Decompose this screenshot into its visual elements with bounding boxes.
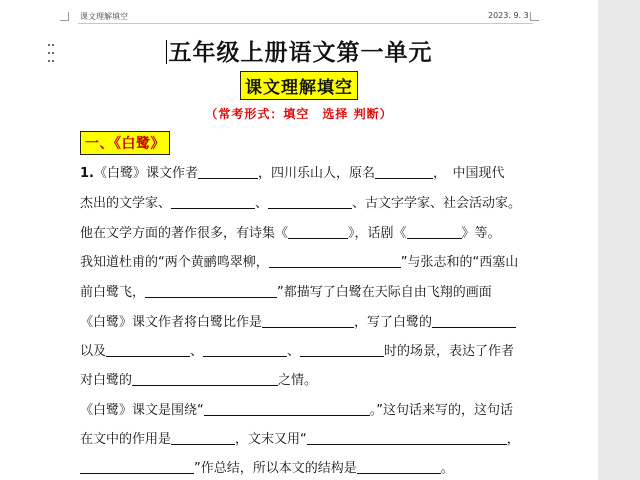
text-segment: 、 bbox=[190, 344, 204, 359]
text-line bbox=[80, 281, 492, 300]
text-segment: ”都描写了白鹭在天际自由飞翔的画面 bbox=[277, 285, 492, 300]
question-number: 1. bbox=[80, 166, 94, 181]
text-segment: ，四川乐山人，原名 bbox=[258, 166, 376, 181]
text-segment: 》等。 bbox=[461, 226, 501, 241]
text-line bbox=[80, 192, 521, 211]
fill-blank[interactable] bbox=[203, 344, 287, 357]
document-title-text: 五年级上册语文第一单元 bbox=[168, 40, 433, 66]
page-gutter bbox=[598, 0, 640, 480]
fill-blank[interactable] bbox=[132, 373, 278, 386]
text-cursor bbox=[166, 40, 167, 64]
text-segment: 、古文字学家、社会活动家。 bbox=[352, 196, 522, 211]
text-segment: 》，话剧《 bbox=[348, 226, 407, 241]
fill-blank[interactable] bbox=[269, 255, 401, 268]
text-segment: ，文末又用“ bbox=[235, 432, 307, 447]
text-segment: 杰出的文学家、 bbox=[80, 196, 172, 211]
document-title[interactable] bbox=[0, 34, 598, 67]
text-segment: 。 bbox=[440, 461, 454, 476]
text-segment: 以及 bbox=[80, 344, 107, 359]
text-segment: 我知道杜甫的“两个黄鹂鸣翠柳， bbox=[80, 255, 269, 270]
fill-blank[interactable] bbox=[288, 226, 348, 239]
text-segment: 时的场景，表达了作者 bbox=[384, 344, 515, 359]
document-subtitle: 课文理解填空 bbox=[240, 71, 358, 100]
text-segment: 《白鹭》课文作者 bbox=[93, 166, 198, 181]
text-segment: 之情。 bbox=[278, 373, 318, 388]
text-line bbox=[80, 251, 518, 270]
text-line bbox=[80, 457, 454, 476]
page-header-date: 2023. 9. 3 bbox=[488, 11, 529, 20]
text-segment: 、 bbox=[255, 196, 269, 211]
fill-blank[interactable] bbox=[357, 461, 441, 474]
section-heading: 一、《白鹭》 bbox=[80, 131, 170, 155]
text-segment: 前白鹭飞， bbox=[80, 285, 146, 300]
text-line bbox=[80, 369, 317, 388]
text-segment: ， 中国现代 bbox=[433, 166, 505, 181]
text-segment: 他在文学方面的著作很多，有诗集《 bbox=[80, 226, 289, 241]
text-line bbox=[80, 222, 501, 241]
fill-blank[interactable] bbox=[407, 226, 462, 239]
margin-corner-mark bbox=[530, 12, 539, 21]
text-segment: 《白鹭》课文是围绕“ bbox=[80, 403, 204, 418]
fill-blank[interactable] bbox=[171, 432, 235, 445]
text-segment: ”与张志和的“西塞山 bbox=[400, 255, 519, 270]
text-segment: 。”这句话来写的，这句话 bbox=[369, 403, 513, 418]
fill-blank[interactable] bbox=[300, 344, 384, 357]
exam-forms-note: （常考形式：填空 选择 判断） bbox=[205, 107, 393, 121]
fill-blank[interactable] bbox=[145, 285, 277, 298]
fill-blank[interactable] bbox=[432, 315, 516, 328]
fill-blank[interactable] bbox=[307, 432, 507, 445]
fill-blank[interactable] bbox=[80, 461, 194, 474]
text-segment: 对白鹭的 bbox=[80, 373, 133, 388]
fill-blank[interactable] bbox=[204, 403, 370, 416]
margin-corner-mark bbox=[60, 12, 69, 21]
fill-blank[interactable] bbox=[375, 166, 433, 179]
text-segment: ，写了白鹭的 bbox=[354, 315, 433, 330]
text-segment: ， bbox=[506, 432, 520, 447]
text-segment: 《白鹭》课文作者将白鹭比作是 bbox=[80, 315, 263, 330]
text-line bbox=[80, 311, 516, 330]
text-segment: 在文中的作用是 bbox=[80, 432, 172, 447]
text-line bbox=[80, 428, 520, 447]
page-header-left: 课文理解填空 bbox=[80, 12, 128, 21]
fill-blank[interactable] bbox=[262, 315, 354, 328]
fill-blank[interactable] bbox=[171, 196, 255, 209]
fill-blank[interactable] bbox=[198, 166, 258, 179]
fill-blank[interactable] bbox=[268, 196, 352, 209]
text-segment: 、 bbox=[287, 344, 301, 359]
fill-blank[interactable] bbox=[106, 344, 190, 357]
text-line bbox=[80, 162, 505, 181]
text-line bbox=[80, 340, 514, 359]
text-line bbox=[80, 399, 513, 418]
header-divider bbox=[78, 23, 533, 24]
text-segment: ”作总结，所以本文的结构是 bbox=[194, 461, 357, 476]
